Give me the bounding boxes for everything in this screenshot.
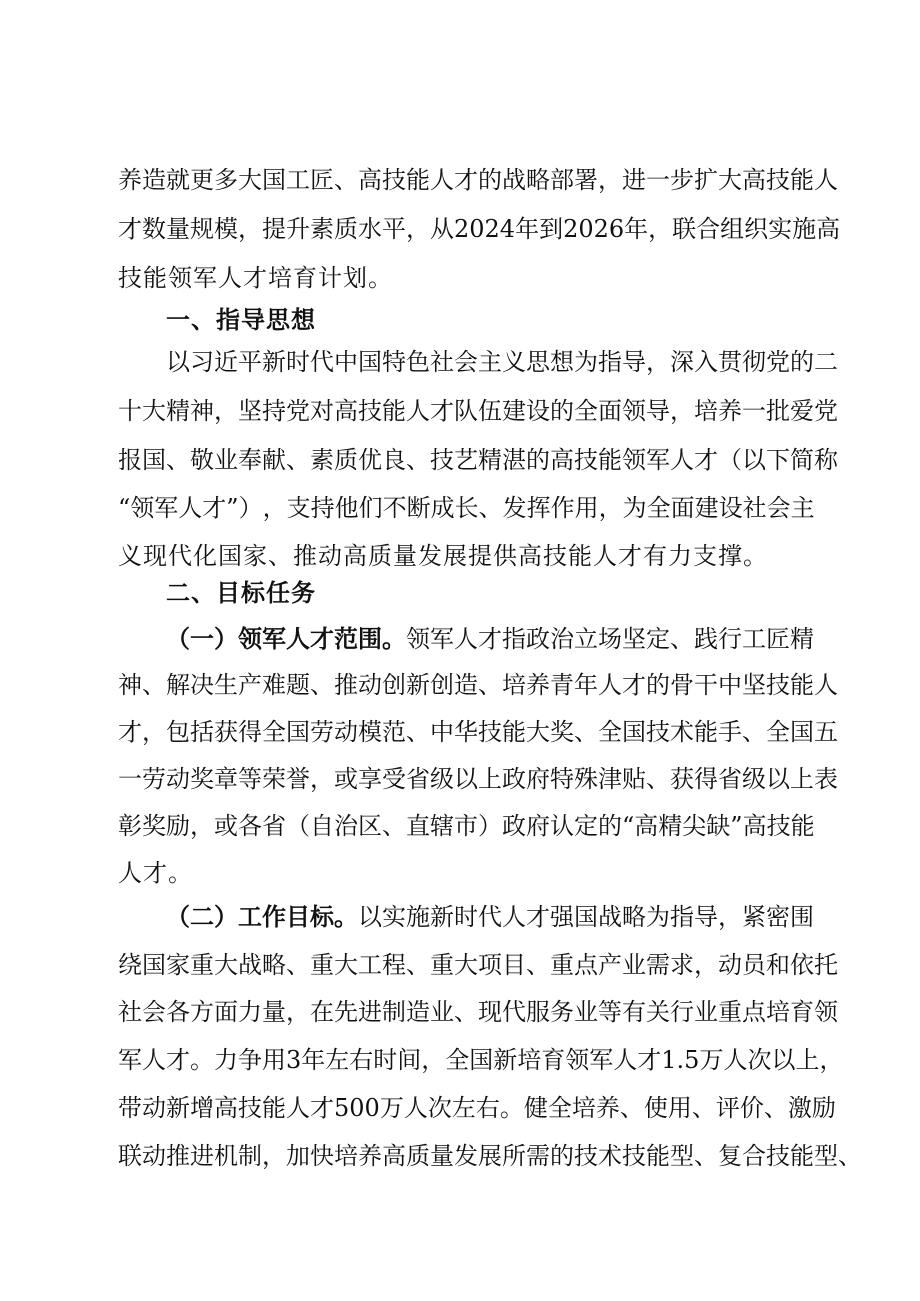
section1-line-3: 报 国 、 敬 业 奉 献 、 素 质 优 良 、 技 艺 精 湛 的 高 技 能 领 军 人 才 （ 以 下 简 称	[118, 446, 838, 474]
section1-line-5: 义现代化国家、推动高质量发展提供高技能人才有力支撑。	[118, 542, 768, 570]
item1-title: （一）领军人才范围。	[166, 624, 406, 653]
section-heading-guiding-ideology: 一、指导思想	[166, 306, 316, 334]
item1-line-6: 人才。	[118, 859, 193, 887]
item1-line-5: 彰 奖 励 ， 或 各 省 （ 自 治 区 、 直 辖 市 ） 政 府 认 定 的 “ 高 精 尖 缺 ” 高 技 能	[118, 812, 815, 840]
item1-line-4: 一 劳 动 奖 章 等 荣 誉 ， 或 享 受 省 级 以 上 政 府 特 殊 津 贴 、 获 得 省 级 以 上 表	[118, 765, 838, 793]
item1-first-line	[166, 619, 814, 659]
section1-line-1: 以 习 近 平 新 时 代 中 国 特 色 社 会 主 义 思 想 为 指 导 ， 深 入 贯 彻 党 的 二	[166, 348, 838, 376]
item2-line-4: 军 人 才 。 力 争 用 3 年 左 右 时 间 ， 全 国 新 培 育 领 军 人 才 1.5 万 人 次 以 上 ，	[118, 1046, 844, 1074]
item2-first-line	[166, 897, 814, 937]
section-heading-goals-tasks: 二、目标任务	[166, 579, 316, 607]
item2-line-3: 社 会 各 方 面 力 量 ， 在 先 进 制 造 业 、 现 代 服 务 业 等 有 关 行 业 重 点 培 育 领	[118, 998, 838, 1026]
item2-line-6: 联 动 推 进 机 制 ， 加 快 培 养 高 质 量 发 展 所 需 的 技 术 技 能 型 、 复 合 技 能 型 、	[118, 1142, 862, 1170]
section1-line-2: 十 大 精 神 ， 坚 持 党 对 高 技 能 人 才 队 伍 建 设 的 全 面 领 导 ， 培 养 一 批 爱 党	[118, 397, 838, 425]
section1-line-4: “ 领 军 人 才 ” ） ， 支 持 他 们 不 断 成 长 、 发 挥 作 用 ， 为 全 面 建 设 社 会 主	[118, 494, 815, 522]
item1-line-2: 神 、 解 决 生 产 难 题 、 推 动 创 新 创 造 、 培 养 青 年 人 才 的 骨 干 中 坚 技 能 人	[118, 671, 838, 699]
item1-line-3: 才 ， 包 括 获 得 全 国 劳 动 模 范 、 中 华 技 能 大 奖 、 全 国 技 术 能 手 、 全 国 五	[118, 718, 838, 746]
item1-first-rest: 领军人才指政治立场坚定、践行工匠精	[406, 625, 814, 653]
intro-line-1: 养 造 就 更 多 大 国 工 匠 、 高 技 能 人 才 的 战 略 部 署 ， 进 一 步 扩 大 高 技 能 人	[118, 166, 838, 194]
item2-line-5: 带 动 新 增 高 技 能 人 才 500 万 人 次 左 右 。 健 全 培 养 、 使 用 、 评 价 、 激 励	[118, 1094, 836, 1122]
item2-title: （二）工作目标。	[166, 902, 358, 931]
intro-line-3: 技能领军人才培育计划。	[118, 264, 393, 292]
item2-first-rest: 以实施新时代人才强国战略为指导，紧密围	[358, 903, 814, 931]
item2-line-2: 绕 国 家 重 大 战 略 、 重 大 工 程 、 重 大 项 目 、 重 点 产 业 需 求 ， 动 员 和 依 托	[118, 951, 838, 979]
intro-line-2: 才 数 量 规 模 ， 提 升 素 质 水 平 ， 从 2024 年 到 2026 年 ， 联 合 组 织 实 施 高	[118, 215, 841, 243]
